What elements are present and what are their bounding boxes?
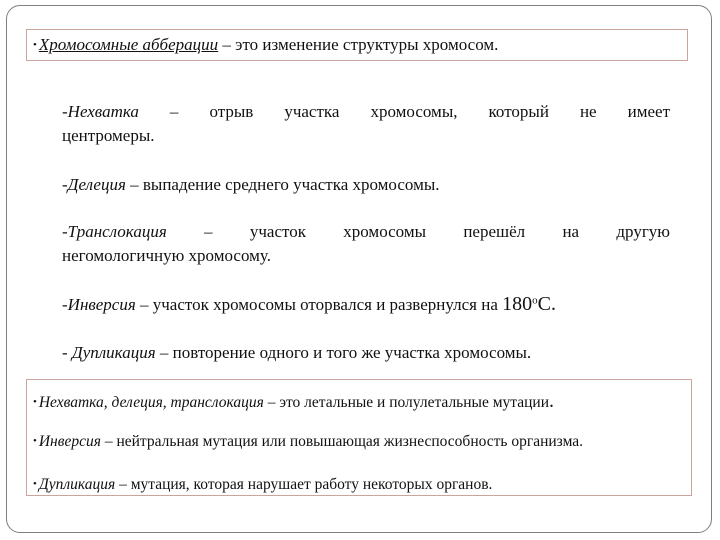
definition-text: – участок хромосомы оторвался и развернулся на <box>135 295 503 314</box>
bullet: • <box>33 435 37 447</box>
definition-continuation: центромеры. <box>62 126 155 145</box>
term-duplikatsiya: - Дупликация <box>62 343 156 362</box>
summary-item-inversion <box>33 433 583 451</box>
definition-translokatsiya <box>62 220 670 268</box>
definition-text: – выпадение среднего участка хромосомы. <box>125 175 440 194</box>
summary-period: . <box>549 390 554 412</box>
definition-line <box>62 220 670 244</box>
bullet: • <box>33 39 37 51</box>
bullet: • <box>33 478 37 490</box>
degree-sign: о <box>532 294 538 307</box>
summary-item-duplication <box>33 476 492 494</box>
title-definition: – это изменение структуры хромосом. <box>218 35 499 54</box>
definition-text: – повторение одного и того же участка хромосомы. <box>155 343 532 362</box>
angle-unit: С. <box>537 293 556 315</box>
title-term: Хромосомные абберации <box>38 35 219 54</box>
angle-value: 180 <box>502 293 533 315</box>
title-box <box>26 29 688 61</box>
term-deletsiya: -Делеция <box>62 175 126 194</box>
definition-nekhvatka <box>62 100 670 148</box>
term-nekhvatka: -Нехватка <box>62 102 139 121</box>
definition-duplikatsiya <box>62 341 682 365</box>
summary-text: – нейтральная мутация или повышающая жизнеспособность организма. <box>100 433 584 450</box>
definition-deletsiya <box>62 173 670 197</box>
summary-term: Дупликация <box>38 476 116 493</box>
definition-continuation: негомологичную хромосому. <box>62 246 271 265</box>
summary-text: – это летальные и полулетальные мутации <box>263 394 549 411</box>
summary-text: – мутация, которая нарушает работу некоторых органов. <box>115 476 493 493</box>
summary-term: Нехватка, делеция, транслокация <box>38 394 264 411</box>
title-line <box>33 35 498 55</box>
term-translokatsiya: -Транслокация <box>62 222 167 241</box>
summary-box <box>26 379 692 496</box>
definition-text: – отрыв участка хромосомы, который не имеет <box>138 102 670 121</box>
definition-inversiya <box>62 292 682 317</box>
summary-item-lethal <box>33 390 554 413</box>
bullet: • <box>33 396 37 408</box>
definition-text: – участок хромосомы перешёл на другую <box>166 222 670 241</box>
term-inversiya: -Инверсия <box>62 295 136 314</box>
definition-line <box>62 100 670 124</box>
summary-term: Инверсия <box>38 433 101 450</box>
